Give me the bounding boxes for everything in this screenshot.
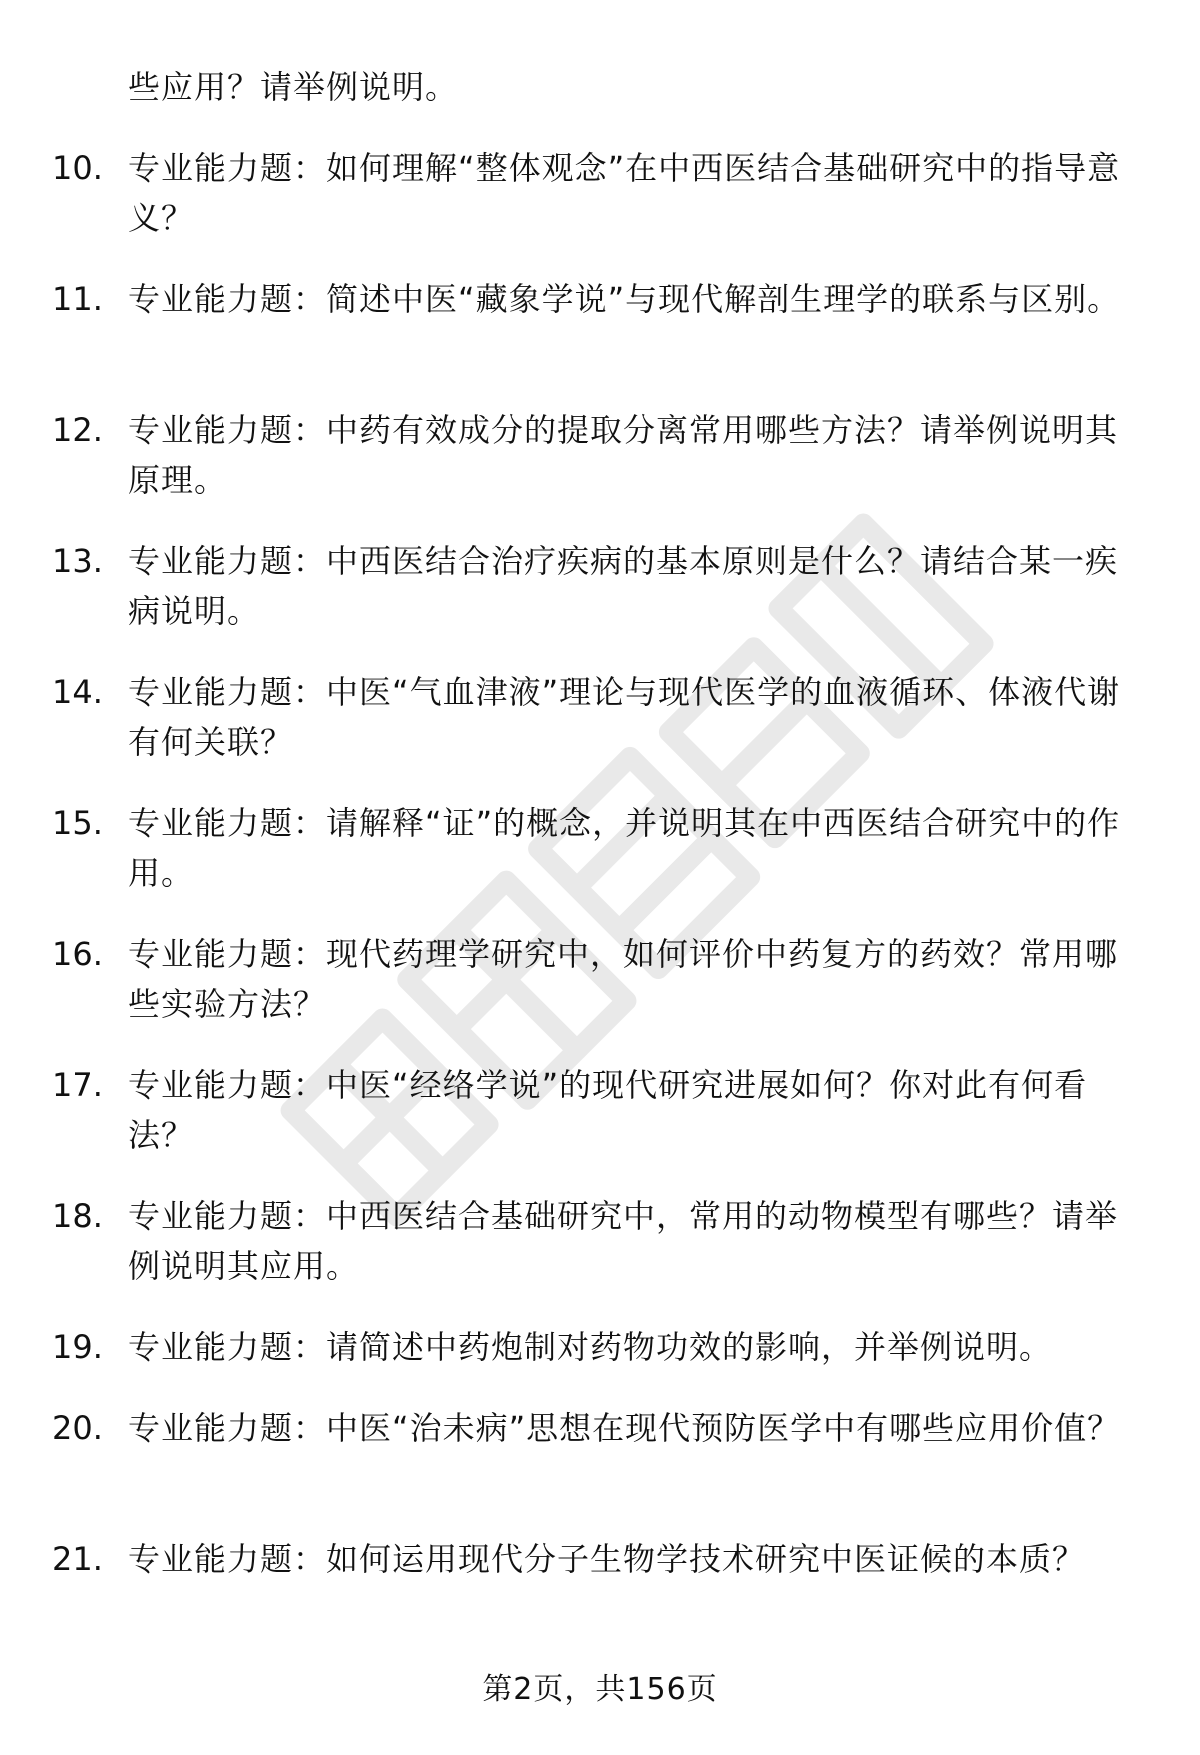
question-number: 19. <box>52 1328 103 1366</box>
question-number: 13. <box>52 542 103 580</box>
continuation-text: 些应用？请举例说明。 <box>128 68 459 106</box>
question-number: 11. <box>52 280 103 318</box>
question-number: 18. <box>52 1197 103 1235</box>
question-number: 15. <box>52 804 103 842</box>
question-item <box>0 1403 1200 1534</box>
question-number: 21. <box>52 1540 103 1578</box>
question-number: 17. <box>52 1066 103 1104</box>
question-item <box>0 1060 1200 1191</box>
question-item <box>0 929 1200 1060</box>
question-list <box>0 143 1200 1665</box>
question-item <box>0 798 1200 929</box>
question-item <box>0 1191 1200 1322</box>
page-footer: 第2页，共156页 <box>482 1672 718 1707</box>
question-text: 专业能力题：中医“气血津液”理论与现代医学的血液循环、体液代谢有何关联？ <box>128 673 1121 761</box>
question-item <box>0 667 1200 798</box>
question-text: 专业能力题：中药有效成分的提取分离常用哪些方法？请举例说明其原理。 <box>128 411 1119 499</box>
question-number: 20. <box>52 1409 103 1447</box>
question-item <box>0 405 1200 536</box>
question-number: 10. <box>52 149 103 187</box>
question-item <box>0 1534 1200 1665</box>
question-text: 专业能力题：中西医结合基础研究中，常用的动物模型有哪些？请举例说明其应用。 <box>128 1197 1119 1285</box>
question-text: 专业能力题：请解释“证”的概念，并说明其在中西医结合研究中的作用。 <box>128 804 1121 892</box>
question-item <box>0 143 1200 274</box>
question-text: 专业能力题：现代药理学研究中，如何评价中药复方的药效？常用哪些实验方法？ <box>128 935 1119 1023</box>
question-item <box>0 1322 1200 1403</box>
question-number: 16. <box>52 935 103 973</box>
question-text: 专业能力题：中医“治未病”思想在现代预防医学中有哪些应用价值？ <box>128 1409 1121 1447</box>
question-text: 专业能力题：如何运用现代分子生物学技术研究中医证候的本质？ <box>128 1540 1086 1578</box>
question-text: 专业能力题：中医“经络学说”的现代研究进展如何？你对此有何看法？ <box>128 1066 1088 1154</box>
question-text: 专业能力题：请简述中药炮制对药物功效的影响，并举例说明。 <box>128 1328 1053 1366</box>
question-text: 专业能力题：中西医结合治疗疾病的基本原则是什么？请结合某一疾病说明。 <box>128 542 1119 630</box>
question-text: 专业能力题：如何理解“整体观念”在中西医结合基础研究中的指导意义？ <box>128 149 1121 237</box>
question-text: 专业能力题：简述中医“藏象学说”与现代解剖生理学的联系与区别。 <box>128 280 1121 318</box>
question-item <box>0 536 1200 667</box>
question-number: 12. <box>52 411 103 449</box>
question-item <box>0 274 1200 405</box>
question-number: 14. <box>52 673 103 711</box>
